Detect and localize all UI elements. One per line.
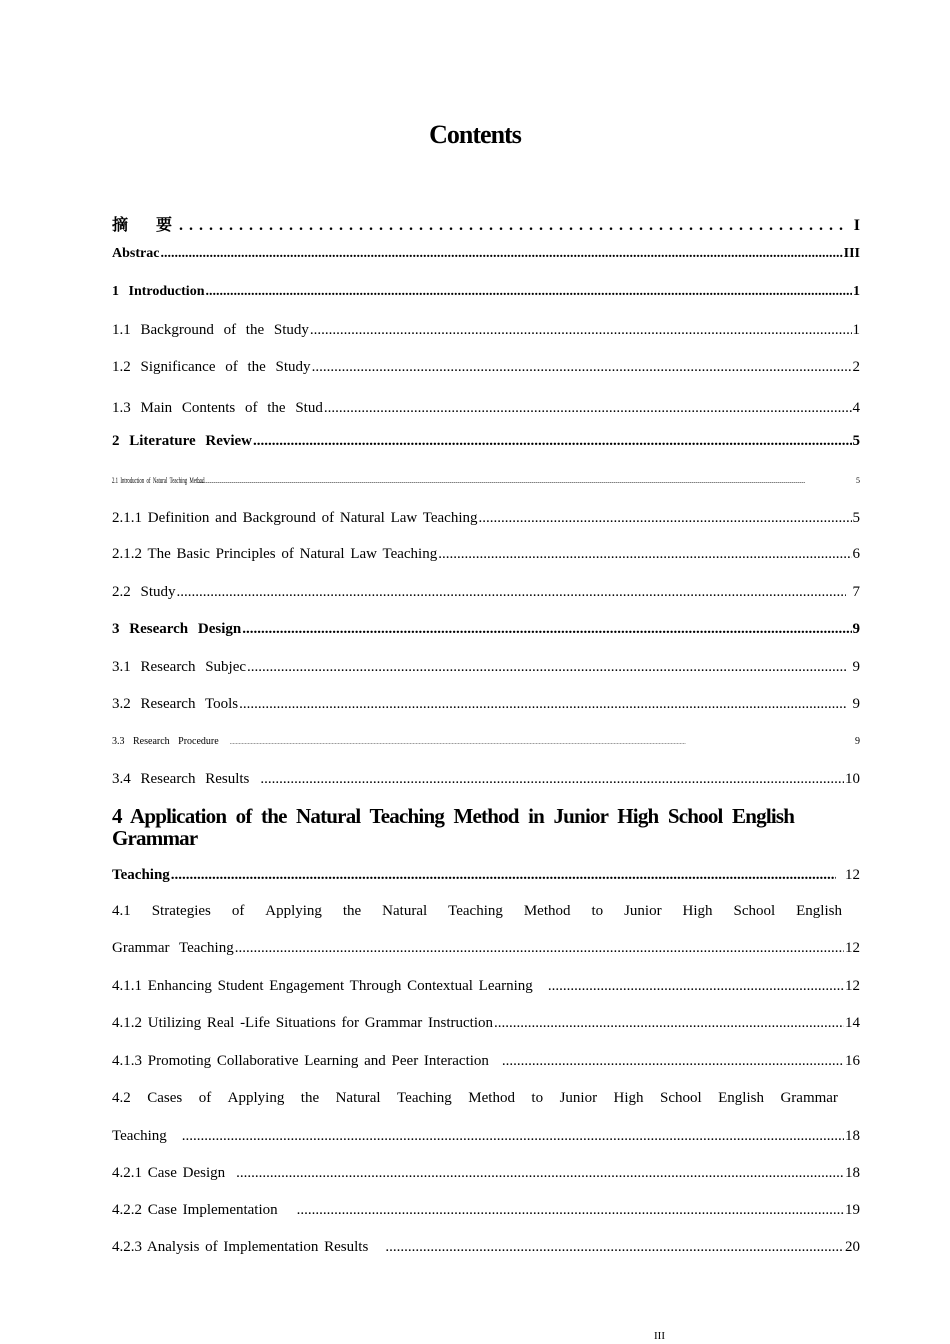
toc-entry-label: 2.2 Study: [112, 584, 176, 600]
toc-entry-page: III: [843, 246, 860, 261]
toc-leader-dots: [230, 740, 854, 746]
page-title: Contents: [429, 120, 521, 149]
toc-entry-page: 9: [852, 659, 860, 675]
toc-entry-4-2-3[interactable]: [112, 1239, 860, 1261]
toc-leader-dots: [235, 940, 844, 957]
toc-entry-label: 4.2.3 Analysis of Implementation Results: [112, 1239, 369, 1255]
toc-entry-label: 2.1.2 The Basic Principles of Natural Law Teaching: [112, 546, 438, 562]
toc-entry-3-1[interactable]: [112, 659, 860, 681]
toc-word: Teaching: [448, 903, 503, 919]
toc-entry-4-1-line2[interactable]: [112, 940, 860, 962]
toc-word: Cases: [147, 1090, 183, 1106]
toc-word: High: [682, 903, 713, 919]
toc-entry-label: Teaching: [112, 1128, 167, 1144]
toc-entry-page: 7: [852, 584, 860, 600]
toc-word: Junior: [624, 903, 662, 919]
toc-leader-dots: [239, 696, 845, 713]
toc-entry-label: Teaching: [112, 867, 170, 883]
toc-entry-4-1-2[interactable]: [112, 1015, 860, 1037]
toc-word: Grammar: [780, 1090, 838, 1106]
toc-word: to: [591, 903, 604, 919]
toc-word: English: [718, 1090, 764, 1106]
toc-entry-label: Abstrac: [112, 246, 160, 261]
toc-entry-1-3[interactable]: [112, 400, 860, 422]
toc-entry-label: Grammar Teaching: [112, 940, 234, 956]
toc-entry-label: 4.1.2 Utilizing Real -Life Situations for Grammar Instruction: [112, 1015, 494, 1031]
toc-entry-page: 5: [856, 476, 860, 485]
toc-leader-dots: [197, 476, 855, 485]
toc-entry-label: 2.1 Introduction of Natural Teaching Method: [112, 476, 205, 485]
toc-entry-label: 1.1 Background of the Study: [112, 322, 309, 338]
toc-entry-chapter-4[interactable]: [112, 867, 860, 889]
toc-word: Applying: [227, 1090, 285, 1106]
toc-leader-dots: [242, 621, 851, 638]
toc-entry-label: 4.1.1 Enhancing Student Engagement Through Contextual Learning: [112, 978, 533, 994]
toc-leader-dots: [548, 978, 844, 995]
toc-entry-1-2[interactable]: [112, 359, 860, 381]
toc-leader-dots: [160, 246, 842, 262]
toc-entry-page: 9: [852, 696, 860, 712]
toc-entry-3-2[interactable]: [112, 696, 860, 718]
toc-leader-dots: [324, 400, 852, 417]
toc-entry-label: 2.1.1 Definition and Background of Natural Law Teaching: [112, 510, 478, 526]
toc-entry-label: 1.3 Main Contents of the Stud: [112, 400, 323, 416]
toc-word: the: [342, 903, 362, 919]
toc-entry-2-1[interactable]: [112, 476, 860, 490]
toc-word: of: [198, 1090, 212, 1106]
toc-entry-label: 4.2.2 Case Implementation: [112, 1202, 278, 1218]
toc-word: Natural: [335, 1090, 381, 1106]
toc-leader-dots: [171, 867, 836, 884]
toc-word: Method: [468, 1090, 515, 1106]
toc-entry-page: 9: [852, 621, 860, 637]
toc-word: Applying: [265, 903, 322, 919]
toc-leader-dots: [479, 510, 852, 527]
toc-leader-dots: [502, 1053, 844, 1070]
toc-entry-4-2-1[interactable]: [112, 1165, 860, 1187]
toc-entry-1-1[interactable]: [112, 322, 860, 344]
toc-entry-label: 3.1 Research Subjec: [112, 659, 247, 675]
toc-entry-page: 1: [852, 322, 860, 338]
toc-entry-label: 4.1.3 Promoting Collaborative Learning and Peer Interaction: [112, 1053, 489, 1069]
toc-leader-dots: [385, 1239, 844, 1256]
toc-entry-page: 20: [845, 1239, 860, 1255]
toc-word: 4.2: [112, 1090, 131, 1106]
toc-entry-page: 18: [845, 1165, 860, 1181]
toc-entry-abstract[interactable]: [112, 246, 860, 268]
toc-leader-dots: [179, 217, 845, 235]
toc-leader-dots: [177, 584, 846, 601]
toc-entry-page: 4: [852, 400, 860, 416]
toc-entry-page: 5: [852, 433, 860, 449]
toc-entry-chapter-1[interactable]: [112, 284, 860, 306]
toc-entry-label: 1 Introduction: [112, 284, 205, 299]
toc-entry-page: 2: [852, 359, 860, 375]
toc-word: Strategies: [151, 903, 211, 919]
toc-leader-dots: [247, 659, 845, 676]
toc-entry-label: 摘 要: [112, 217, 179, 234]
toc-leader-dots: [312, 359, 852, 376]
toc-entry-2-2[interactable]: [112, 584, 860, 606]
toc-leader-dots: [310, 322, 852, 339]
toc-entry-chapter-4-heading[interactable]: 4 Application of the Natural Teaching Method in Junior High School English Grammar: [112, 804, 795, 850]
toc-entry-page: I: [853, 217, 860, 234]
toc-entry-page: 16: [845, 1053, 860, 1069]
toc-entry-4-1-1[interactable]: [112, 978, 860, 1000]
toc-entry-page: 1: [853, 284, 860, 299]
toc-leader-dots: [182, 1128, 844, 1145]
toc-entry-4-2-line2[interactable]: [112, 1128, 860, 1150]
toc-entry-abstract-cn[interactable]: [112, 212, 860, 234]
toc-leader-dots: [253, 433, 851, 450]
toc-leader-dots: [260, 771, 844, 788]
toc-entry-label: 2 Literature Review: [112, 433, 253, 449]
toc-word: the: [300, 1090, 320, 1106]
toc-leader-dots: [205, 284, 852, 300]
toc-entry-4-1-3[interactable]: [112, 1053, 860, 1075]
toc-word: of: [231, 903, 245, 919]
toc-entry-chapter-3[interactable]: [112, 621, 860, 643]
toc-entry-page: 19: [845, 1202, 860, 1218]
toc-entry-label: 3.4 Research Results: [112, 771, 250, 787]
toc-leader-dots: [236, 1165, 844, 1182]
toc-word: School: [660, 1090, 702, 1106]
toc-entry-4-2-line1[interactable]: [112, 1090, 838, 1107]
toc-entry-page: 14: [845, 1015, 860, 1031]
toc-entry-3-4[interactable]: [112, 771, 860, 793]
toc-entry-4-1-line1[interactable]: [112, 903, 842, 920]
toc-word: to: [531, 1090, 544, 1106]
toc-word: Junior: [559, 1090, 598, 1106]
toc-word: High: [613, 1090, 644, 1106]
toc-entry-label: 3.2 Research Tools: [112, 696, 239, 712]
toc-entry-page: 12: [845, 867, 860, 883]
toc-entry-3-3[interactable]: [112, 736, 860, 752]
toc-word: Method: [523, 903, 571, 919]
toc-entry-page: 10: [845, 771, 860, 787]
toc-word: Teaching: [397, 1090, 452, 1106]
toc-entry-label: 1.2 Significance of the Study: [112, 359, 311, 375]
toc-entry-2-1-1[interactable]: [112, 510, 860, 532]
toc-entry-page: 6: [852, 546, 860, 562]
toc-leader-dots: [494, 1015, 844, 1032]
page-number-footer: III: [654, 1330, 665, 1342]
toc-leader-dots: [438, 546, 851, 563]
toc-entry-label: 3.3 Research Procedure: [112, 736, 219, 747]
toc-word: 4.1: [112, 903, 131, 919]
toc-entry-page: 5: [852, 510, 860, 526]
toc-leader-dots: [297, 1202, 844, 1219]
toc-word: English: [796, 903, 842, 919]
toc-entry-page: 9: [855, 736, 860, 747]
toc-entry-label: 4.2.1 Case Design: [112, 1165, 226, 1181]
toc-entry-chapter-2[interactable]: [112, 433, 860, 455]
toc-entry-page: 12: [845, 978, 860, 994]
toc-entry-label: 3 Research Design: [112, 621, 242, 637]
toc-entry-page: 18: [845, 1128, 860, 1144]
toc-word: Natural: [382, 903, 428, 919]
toc-word: School: [733, 903, 776, 919]
toc-entry-2-1-2[interactable]: [112, 546, 860, 568]
toc-entry-page: 12: [845, 940, 860, 956]
toc-entry-4-2-2[interactable]: [112, 1202, 860, 1224]
